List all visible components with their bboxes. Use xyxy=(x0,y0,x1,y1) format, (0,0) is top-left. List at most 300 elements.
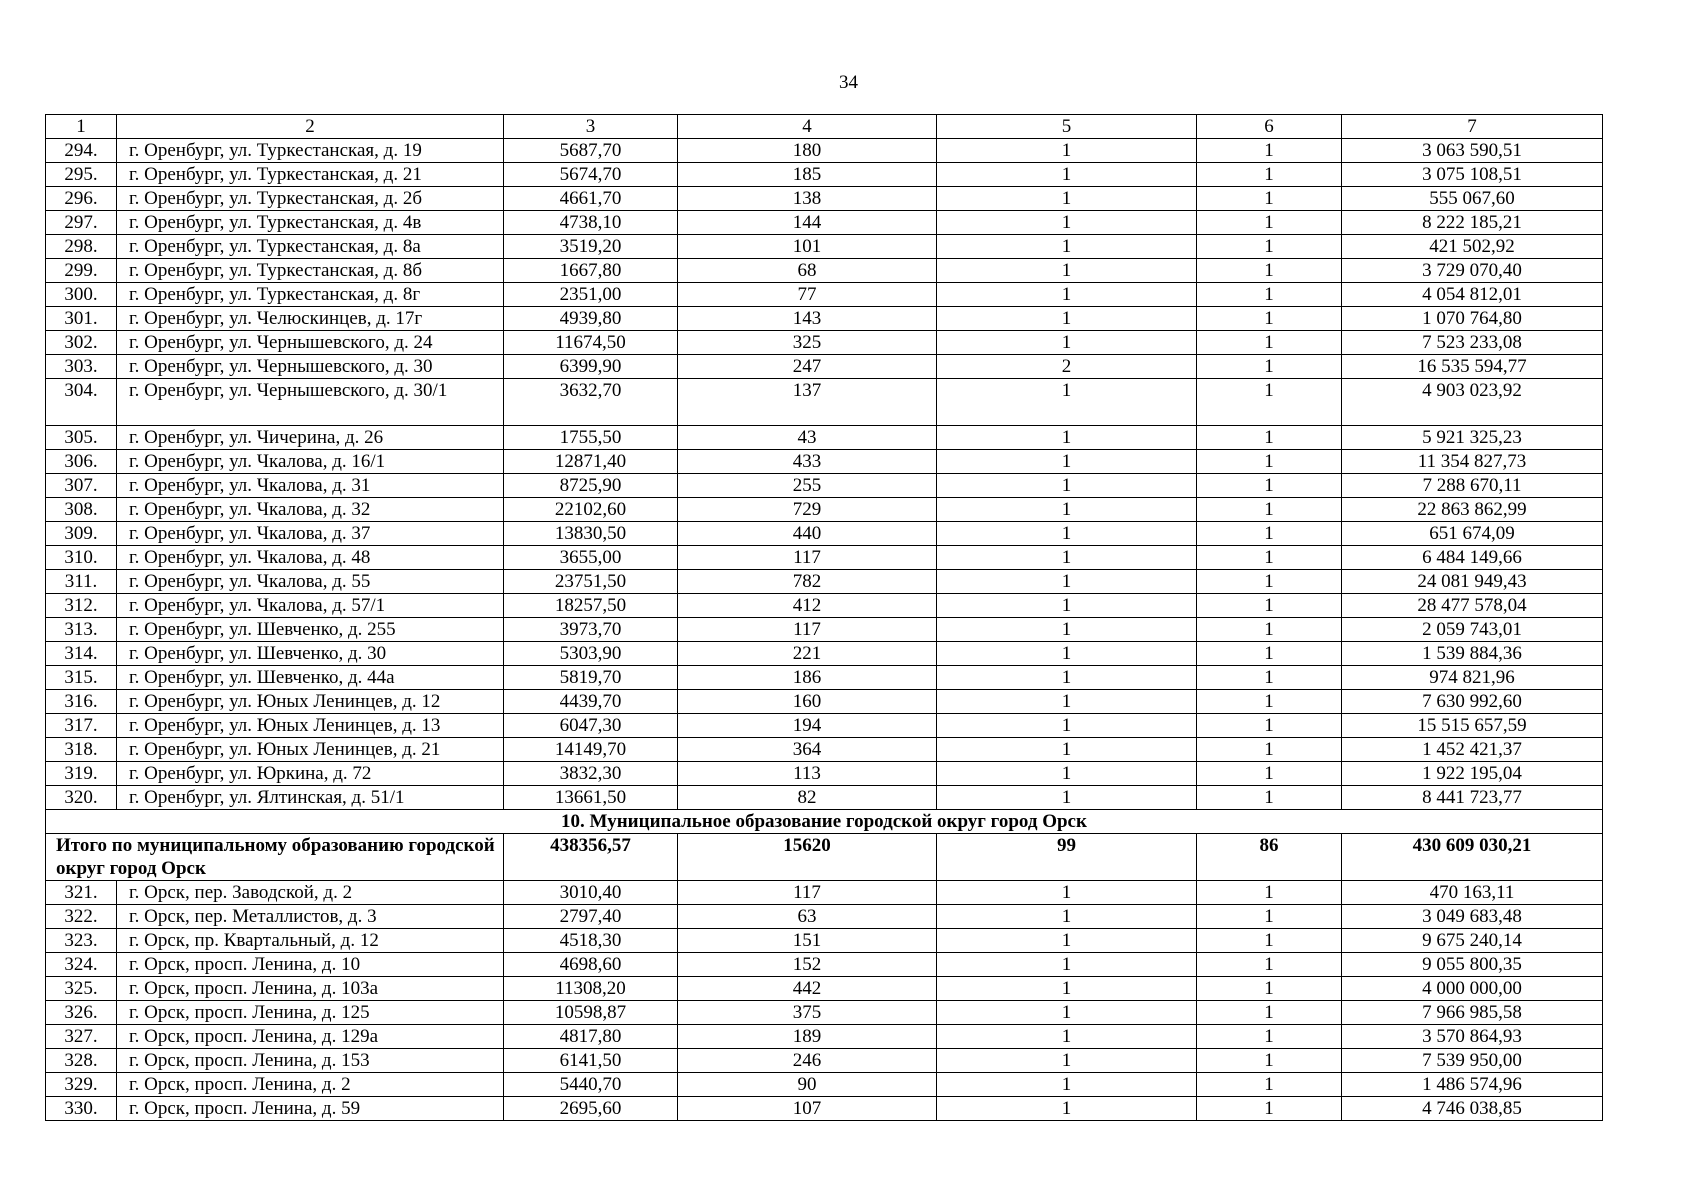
area-value: 4518,30 xyxy=(504,929,678,953)
cost-value: 3 063 590,51 xyxy=(1342,139,1603,163)
value-6: 1 xyxy=(1197,211,1342,235)
residents-count: 117 xyxy=(678,546,937,570)
total-label: Итого по муниципальному образованию городской округ город Орск xyxy=(46,834,504,881)
value-6: 1 xyxy=(1197,953,1342,977)
cost-value: 24 081 949,43 xyxy=(1342,570,1603,594)
area-value: 3973,70 xyxy=(504,618,678,642)
cost-value: 7 523 233,08 xyxy=(1342,331,1603,355)
table-row xyxy=(46,618,1603,642)
value-5: 1 xyxy=(937,594,1197,618)
area-value: 2351,00 xyxy=(504,283,678,307)
area-value: 2797,40 xyxy=(504,905,678,929)
value-6: 1 xyxy=(1197,259,1342,283)
cost-value: 4 000 000,00 xyxy=(1342,977,1603,1001)
value-6: 1 xyxy=(1197,762,1342,786)
table-row xyxy=(46,450,1603,474)
address: г. Оренбург, ул. Чернышевского, д. 24 xyxy=(117,331,504,355)
table-row xyxy=(46,953,1603,977)
table-row xyxy=(46,1097,1603,1121)
cost-value: 3 049 683,48 xyxy=(1342,905,1603,929)
area-value: 13830,50 xyxy=(504,522,678,546)
cost-value: 4 903 023,92 xyxy=(1342,379,1603,426)
table-row xyxy=(46,546,1603,570)
residents-count: 151 xyxy=(678,929,937,953)
address: г. Оренбург, ул. Чкалова, д. 32 xyxy=(117,498,504,522)
total-value-5: 99 xyxy=(937,834,1197,881)
value-5: 1 xyxy=(937,786,1197,810)
value-5: 1 xyxy=(937,307,1197,331)
row-number: 309. xyxy=(46,522,117,546)
cost-value: 974 821,96 xyxy=(1342,666,1603,690)
row-number: 300. xyxy=(46,283,117,307)
address: г. Оренбург, ул. Чернышевского, д. 30/1 xyxy=(117,379,504,426)
value-5: 2 xyxy=(937,355,1197,379)
value-5: 1 xyxy=(937,1025,1197,1049)
address: г. Оренбург, ул. Чичерина, д. 26 xyxy=(117,426,504,450)
table-row xyxy=(46,474,1603,498)
area-value: 1755,50 xyxy=(504,426,678,450)
value-5: 1 xyxy=(937,211,1197,235)
row-number: 324. xyxy=(46,953,117,977)
residents-count: 101 xyxy=(678,235,937,259)
address: г. Орск, просп. Ленина, д. 153 xyxy=(117,1049,504,1073)
cost-value: 5 921 325,23 xyxy=(1342,426,1603,450)
residents-count: 180 xyxy=(678,139,937,163)
value-6: 1 xyxy=(1197,546,1342,570)
area-value: 3832,30 xyxy=(504,762,678,786)
value-5: 1 xyxy=(937,666,1197,690)
residents-count: 440 xyxy=(678,522,937,546)
residents-count: 117 xyxy=(678,618,937,642)
area-value: 6141,50 xyxy=(504,1049,678,1073)
section-title: 10. Муниципальное образование городской округ город Орск xyxy=(46,810,1603,834)
table-row xyxy=(46,714,1603,738)
address: г. Оренбург, ул. Шевченко, д. 44а xyxy=(117,666,504,690)
cost-value: 3 075 108,51 xyxy=(1342,163,1603,187)
total-cost: 430 609 030,21 xyxy=(1342,834,1603,881)
row-number: 297. xyxy=(46,211,117,235)
address: г. Орск, пер. Заводской, д. 2 xyxy=(117,881,504,905)
address: г. Оренбург, ул. Чкалова, д. 57/1 xyxy=(117,594,504,618)
address: г. Оренбург, ул. Шевченко, д. 30 xyxy=(117,642,504,666)
row-number: 305. xyxy=(46,426,117,450)
value-5: 1 xyxy=(937,546,1197,570)
cost-value: 4 054 812,01 xyxy=(1342,283,1603,307)
address: г. Оренбург, ул. Туркестанская, д. 4в xyxy=(117,211,504,235)
area-value: 11674,50 xyxy=(504,331,678,355)
residents-count: 364 xyxy=(678,738,937,762)
value-6: 1 xyxy=(1197,594,1342,618)
address: г. Оренбург, ул. Ялтинская, д. 51/1 xyxy=(117,786,504,810)
cost-value: 1 452 421,37 xyxy=(1342,738,1603,762)
value-5: 1 xyxy=(937,977,1197,1001)
area-value: 14149,70 xyxy=(504,738,678,762)
residents-count: 221 xyxy=(678,642,937,666)
residents-count: 43 xyxy=(678,426,937,450)
table-row xyxy=(46,522,1603,546)
value-5: 1 xyxy=(937,1049,1197,1073)
residents-count: 442 xyxy=(678,977,937,1001)
table-row xyxy=(46,738,1603,762)
table-row xyxy=(46,355,1603,379)
area-value: 23751,50 xyxy=(504,570,678,594)
value-5: 1 xyxy=(937,618,1197,642)
row-number: 310. xyxy=(46,546,117,570)
row-number: 325. xyxy=(46,977,117,1001)
residents-count: 107 xyxy=(678,1097,937,1121)
address: г. Оренбург, ул. Юных Ленинцев, д. 13 xyxy=(117,714,504,738)
value-6: 1 xyxy=(1197,163,1342,187)
table-row xyxy=(46,977,1603,1001)
cost-value: 421 502,92 xyxy=(1342,235,1603,259)
total-value-6: 86 xyxy=(1197,834,1342,881)
table-row xyxy=(46,690,1603,714)
cost-value: 651 674,09 xyxy=(1342,522,1603,546)
area-value: 5674,70 xyxy=(504,163,678,187)
residents-count: 160 xyxy=(678,690,937,714)
cost-value: 4 746 038,85 xyxy=(1342,1097,1603,1121)
area-value: 5440,70 xyxy=(504,1073,678,1097)
value-6: 1 xyxy=(1197,1049,1342,1073)
area-value: 1667,80 xyxy=(504,259,678,283)
address: г. Орск, просп. Ленина, д. 103а xyxy=(117,977,504,1001)
table-row xyxy=(46,211,1603,235)
row-number: 317. xyxy=(46,714,117,738)
value-5: 1 xyxy=(937,522,1197,546)
area-value: 11308,20 xyxy=(504,977,678,1001)
address: г. Орск, просп. Ленина, д. 125 xyxy=(117,1001,504,1025)
table-row xyxy=(46,1001,1603,1025)
value-6: 1 xyxy=(1197,450,1342,474)
value-6: 1 xyxy=(1197,498,1342,522)
row-number: 319. xyxy=(46,762,117,786)
value-6: 1 xyxy=(1197,426,1342,450)
column-number: 2 xyxy=(117,115,504,139)
value-5: 1 xyxy=(937,714,1197,738)
total-residents: 15620 xyxy=(678,834,937,881)
row-number: 302. xyxy=(46,331,117,355)
cost-value: 555 067,60 xyxy=(1342,187,1603,211)
address: г. Орск, просп. Ленина, д. 129а xyxy=(117,1025,504,1049)
value-6: 1 xyxy=(1197,738,1342,762)
area-value: 4661,70 xyxy=(504,187,678,211)
table-row xyxy=(46,283,1603,307)
residents-count: 90 xyxy=(678,1073,937,1097)
value-6: 1 xyxy=(1197,283,1342,307)
area-value: 5303,90 xyxy=(504,642,678,666)
area-value: 4698,60 xyxy=(504,953,678,977)
residents-count: 68 xyxy=(678,259,937,283)
table-row xyxy=(46,235,1603,259)
address: г. Орск, просп. Ленина, д. 2 xyxy=(117,1073,504,1097)
table-row xyxy=(46,498,1603,522)
address: г. Орск, просп. Ленина, д. 59 xyxy=(117,1097,504,1121)
section-header-row xyxy=(46,810,1603,834)
row-number: 316. xyxy=(46,690,117,714)
row-number: 303. xyxy=(46,355,117,379)
value-5: 1 xyxy=(937,235,1197,259)
cost-value: 16 535 594,77 xyxy=(1342,355,1603,379)
value-5: 1 xyxy=(937,259,1197,283)
area-value: 4439,70 xyxy=(504,690,678,714)
row-number: 301. xyxy=(46,307,117,331)
value-5: 1 xyxy=(937,331,1197,355)
value-6: 1 xyxy=(1197,666,1342,690)
value-5: 1 xyxy=(937,570,1197,594)
table-row xyxy=(46,139,1603,163)
table-row xyxy=(46,1049,1603,1073)
area-value: 8725,90 xyxy=(504,474,678,498)
cost-value: 1 486 574,96 xyxy=(1342,1073,1603,1097)
value-6: 1 xyxy=(1197,1097,1342,1121)
column-number: 1 xyxy=(46,115,117,139)
column-number: 6 xyxy=(1197,115,1342,139)
value-5: 1 xyxy=(937,929,1197,953)
column-number-row xyxy=(46,115,1603,139)
address: г. Оренбург, ул. Туркестанская, д. 19 xyxy=(117,139,504,163)
value-6: 1 xyxy=(1197,331,1342,355)
area-value: 13661,50 xyxy=(504,786,678,810)
row-number: 314. xyxy=(46,642,117,666)
residents-count: 152 xyxy=(678,953,937,977)
value-6: 1 xyxy=(1197,642,1342,666)
address: г. Орск, пер. Металлистов, д. 3 xyxy=(117,905,504,929)
value-6: 1 xyxy=(1197,187,1342,211)
row-number: 315. xyxy=(46,666,117,690)
value-5: 1 xyxy=(937,1001,1197,1025)
table-row xyxy=(46,881,1603,905)
value-5: 1 xyxy=(937,762,1197,786)
table-row xyxy=(46,905,1603,929)
area-value: 3655,00 xyxy=(504,546,678,570)
value-5: 1 xyxy=(937,187,1197,211)
cost-value: 7 539 950,00 xyxy=(1342,1049,1603,1073)
area-value: 4817,80 xyxy=(504,1025,678,1049)
value-6: 1 xyxy=(1197,714,1342,738)
row-number: 306. xyxy=(46,450,117,474)
value-6: 1 xyxy=(1197,905,1342,929)
cost-value: 7 288 670,11 xyxy=(1342,474,1603,498)
row-number: 296. xyxy=(46,187,117,211)
value-6: 1 xyxy=(1197,307,1342,331)
column-number: 3 xyxy=(504,115,678,139)
value-5: 1 xyxy=(937,450,1197,474)
value-6: 1 xyxy=(1197,139,1342,163)
table-row xyxy=(46,307,1603,331)
value-6: 1 xyxy=(1197,690,1342,714)
residents-count: 189 xyxy=(678,1025,937,1049)
row-number: 294. xyxy=(46,139,117,163)
table-body xyxy=(46,115,1603,1121)
value-5: 1 xyxy=(937,953,1197,977)
cost-value: 9 055 800,35 xyxy=(1342,953,1603,977)
total-row xyxy=(46,834,1603,881)
table-row xyxy=(46,666,1603,690)
table-row xyxy=(46,426,1603,450)
registry-table xyxy=(45,114,1603,1121)
row-number: 323. xyxy=(46,929,117,953)
table-row xyxy=(46,163,1603,187)
row-number: 299. xyxy=(46,259,117,283)
value-6: 1 xyxy=(1197,474,1342,498)
cost-value: 11 354 827,73 xyxy=(1342,450,1603,474)
value-6: 1 xyxy=(1197,1001,1342,1025)
value-5: 1 xyxy=(937,498,1197,522)
address: г. Оренбург, ул. Юркина, д. 72 xyxy=(117,762,504,786)
row-number: 304. xyxy=(46,379,117,426)
residents-count: 247 xyxy=(678,355,937,379)
value-5: 1 xyxy=(937,642,1197,666)
row-number: 295. xyxy=(46,163,117,187)
residents-count: 77 xyxy=(678,283,937,307)
value-6: 1 xyxy=(1197,522,1342,546)
cost-value: 470 163,11 xyxy=(1342,881,1603,905)
residents-count: 185 xyxy=(678,163,937,187)
row-number: 327. xyxy=(46,1025,117,1049)
value-5: 1 xyxy=(937,139,1197,163)
row-number: 320. xyxy=(46,786,117,810)
row-number: 307. xyxy=(46,474,117,498)
area-value: 4939,80 xyxy=(504,307,678,331)
address: г. Оренбург, ул. Чернышевского, д. 30 xyxy=(117,355,504,379)
value-5: 1 xyxy=(937,905,1197,929)
table-row xyxy=(46,379,1603,426)
area-value: 18257,50 xyxy=(504,594,678,618)
area-value: 3632,70 xyxy=(504,379,678,426)
table-row xyxy=(46,259,1603,283)
area-value: 6047,30 xyxy=(504,714,678,738)
value-5: 1 xyxy=(937,881,1197,905)
residents-count: 412 xyxy=(678,594,937,618)
table-row xyxy=(46,331,1603,355)
value-6: 1 xyxy=(1197,977,1342,1001)
table-row xyxy=(46,187,1603,211)
value-5: 1 xyxy=(937,1073,1197,1097)
cost-value: 7 630 992,60 xyxy=(1342,690,1603,714)
column-number: 4 xyxy=(678,115,937,139)
page-number: 34 xyxy=(839,72,858,93)
address: г. Оренбург, ул. Туркестанская, д. 8б xyxy=(117,259,504,283)
address: г. Орск, пр. Квартальный, д. 12 xyxy=(117,929,504,953)
table-row xyxy=(46,570,1603,594)
residents-count: 63 xyxy=(678,905,937,929)
cost-value: 28 477 578,04 xyxy=(1342,594,1603,618)
value-6: 1 xyxy=(1197,881,1342,905)
address: г. Оренбург, ул. Туркестанская, д. 8а xyxy=(117,235,504,259)
address: г. Оренбург, ул. Чкалова, д. 48 xyxy=(117,546,504,570)
address: г. Оренбург, ул. Чкалова, д. 16/1 xyxy=(117,450,504,474)
residents-count: 186 xyxy=(678,666,937,690)
value-5: 1 xyxy=(937,283,1197,307)
address: г. Оренбург, ул. Юных Ленинцев, д. 21 xyxy=(117,738,504,762)
address: г. Орск, просп. Ленина, д. 10 xyxy=(117,953,504,977)
cost-value: 6 484 149,66 xyxy=(1342,546,1603,570)
table-row xyxy=(46,786,1603,810)
area-value: 2695,60 xyxy=(504,1097,678,1121)
cost-value: 15 515 657,59 xyxy=(1342,714,1603,738)
table-row xyxy=(46,762,1603,786)
residents-count: 194 xyxy=(678,714,937,738)
area-value: 6399,90 xyxy=(504,355,678,379)
row-number: 321. xyxy=(46,881,117,905)
residents-count: 144 xyxy=(678,211,937,235)
address: г. Оренбург, ул. Шевченко, д. 255 xyxy=(117,618,504,642)
residents-count: 138 xyxy=(678,187,937,211)
cost-value: 2 059 743,01 xyxy=(1342,618,1603,642)
column-number: 5 xyxy=(937,115,1197,139)
residents-count: 325 xyxy=(678,331,937,355)
residents-count: 143 xyxy=(678,307,937,331)
table-row xyxy=(46,642,1603,666)
row-number: 328. xyxy=(46,1049,117,1073)
residents-count: 782 xyxy=(678,570,937,594)
row-number: 308. xyxy=(46,498,117,522)
value-5: 1 xyxy=(937,690,1197,714)
row-number: 329. xyxy=(46,1073,117,1097)
table-row xyxy=(46,1073,1603,1097)
value-5: 1 xyxy=(937,738,1197,762)
value-5: 1 xyxy=(937,1097,1197,1121)
row-number: 322. xyxy=(46,905,117,929)
total-area: 438356,57 xyxy=(504,834,678,881)
cost-value: 3 729 070,40 xyxy=(1342,259,1603,283)
value-6: 1 xyxy=(1197,618,1342,642)
table-row xyxy=(46,929,1603,953)
row-number: 313. xyxy=(46,618,117,642)
residents-count: 729 xyxy=(678,498,937,522)
value-6: 1 xyxy=(1197,570,1342,594)
cost-value: 9 675 240,14 xyxy=(1342,929,1603,953)
value-6: 1 xyxy=(1197,786,1342,810)
address: г. Оренбург, ул. Туркестанская, д. 8г xyxy=(117,283,504,307)
area-value: 22102,60 xyxy=(504,498,678,522)
area-value: 5819,70 xyxy=(504,666,678,690)
area-value: 12871,40 xyxy=(504,450,678,474)
residents-count: 113 xyxy=(678,762,937,786)
row-number: 330. xyxy=(46,1097,117,1121)
value-6: 1 xyxy=(1197,355,1342,379)
value-6: 1 xyxy=(1197,929,1342,953)
value-6: 1 xyxy=(1197,379,1342,426)
cost-value: 3 570 864,93 xyxy=(1342,1025,1603,1049)
cost-value: 1 922 195,04 xyxy=(1342,762,1603,786)
cost-value: 22 863 862,99 xyxy=(1342,498,1603,522)
area-value: 5687,70 xyxy=(504,139,678,163)
value-5: 1 xyxy=(937,426,1197,450)
address: г. Оренбург, ул. Челюскинцев, д. 17г xyxy=(117,307,504,331)
area-value: 4738,10 xyxy=(504,211,678,235)
residents-count: 255 xyxy=(678,474,937,498)
value-5: 1 xyxy=(937,379,1197,426)
table-row xyxy=(46,1025,1603,1049)
residents-count: 433 xyxy=(678,450,937,474)
cost-value: 1 539 884,36 xyxy=(1342,642,1603,666)
value-6: 1 xyxy=(1197,1073,1342,1097)
residents-count: 117 xyxy=(678,881,937,905)
address: г. Оренбург, ул. Туркестанская, д. 21 xyxy=(117,163,504,187)
cost-value: 7 966 985,58 xyxy=(1342,1001,1603,1025)
row-number: 326. xyxy=(46,1001,117,1025)
address: г. Оренбург, ул. Чкалова, д. 55 xyxy=(117,570,504,594)
row-number: 311. xyxy=(46,570,117,594)
area-value: 3519,20 xyxy=(504,235,678,259)
cost-value: 8 441 723,77 xyxy=(1342,786,1603,810)
row-number: 318. xyxy=(46,738,117,762)
address: г. Оренбург, ул. Туркестанская, д. 2б xyxy=(117,187,504,211)
residents-count: 375 xyxy=(678,1001,937,1025)
table-row xyxy=(46,594,1603,618)
address: г. Оренбург, ул. Юных Ленинцев, д. 12 xyxy=(117,690,504,714)
